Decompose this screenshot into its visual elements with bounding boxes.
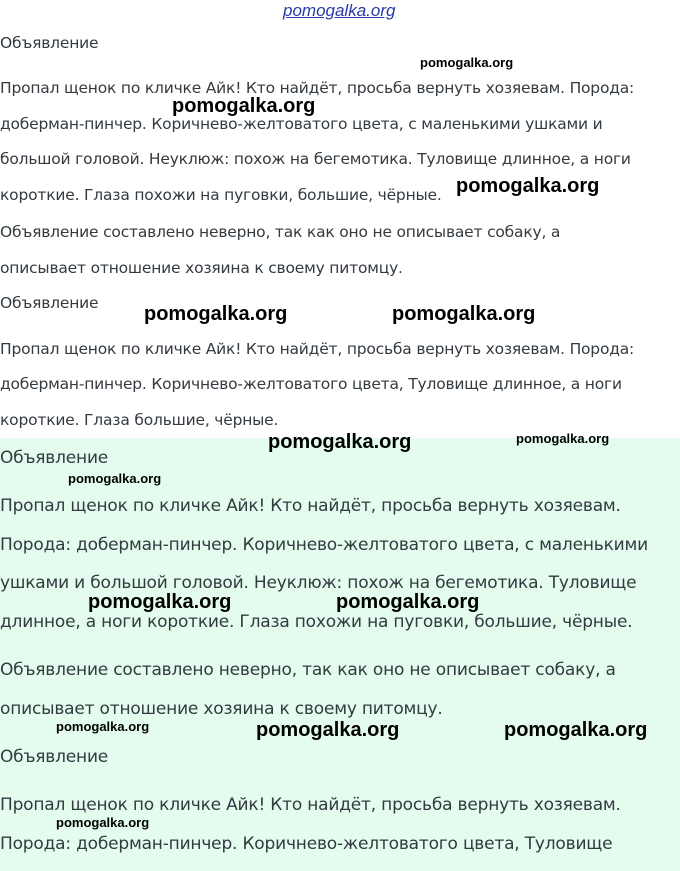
text-line: Порода: доберман-пинчер. Коричнево-желтоватого цвета, с маленькими: [0, 535, 648, 555]
text-line: Пропал щенок по кличке Айк! Кто найдёт, просьба вернуть хозяевам. Порода:: [0, 340, 635, 358]
watermark: pomogalka.org: [56, 719, 150, 734]
text-line: доберман-пинчер. Коричнево-желтоватого цвета, с маленькими ушками и: [0, 115, 603, 133]
text-line: длинное, а ноги короткие. Глаза похожи на пуговки, большие, чёрные.: [0, 612, 633, 632]
watermark: pomogalka.org: [68, 471, 162, 486]
watermark: pomogalka.org: [268, 431, 412, 453]
watermark: pomogalka.org: [256, 719, 400, 741]
text-line: короткие. Глаза похожи на пуговки, большие, чёрные.: [0, 186, 442, 204]
text-line: описывает отношение хозяина к своему питомцу.: [0, 699, 443, 719]
text-line: большой головой. Неуклюж: похож на бегемотика. Туловище длинное, а ноги: [0, 150, 631, 168]
text-line: ушками и большой головой. Неуклюж: похож на бегемотика. Туловище: [0, 573, 637, 593]
watermark: pomogalka.org: [516, 431, 610, 446]
watermark: pomogalka.org: [420, 55, 514, 70]
text-line: Порода: доберман-пинчер. Коричнево-желтоватого цвета, Туловище: [0, 834, 613, 854]
watermark: pomogalka.org: [144, 303, 288, 325]
text-line: описывает отношение хозяина к своему питомцу.: [0, 259, 403, 277]
watermark: pomogalka.org: [392, 303, 536, 325]
text-line: Объявление составлено неверно, так как оно не описывает собаку, а: [0, 223, 561, 241]
watermark: pomogalka.org: [504, 719, 648, 741]
watermark: pomogalka.org: [56, 815, 150, 830]
watermark: pomogalka.org: [88, 591, 232, 613]
heading-announcement: Объявление: [0, 747, 109, 767]
text-line: короткие. Глаза большие, чёрные.: [0, 411, 279, 429]
watermark: pomogalka.org: [172, 95, 316, 117]
text-line: доберман-пинчер. Коричнево-желтоватого цвета, Туловище длинное, а ноги: [0, 375, 622, 393]
watermark: pomogalka.org: [336, 591, 480, 613]
text-line: Объявление составлено неверно, так как оно не описывает собаку, а: [0, 660, 616, 680]
text-line: Пропал щенок по кличке Айк! Кто найдёт, просьба вернуть хозяевам.: [0, 795, 621, 815]
text-line: Пропал щенок по кличке Айк! Кто найдёт, просьба вернуть хозяевам.: [0, 496, 621, 516]
watermark-link[interactable]: pomogalka.org: [283, 1, 396, 20]
text-line: Пропал щенок по кличке Айк! Кто найдёт, просьба вернуть хозяевам. Порода:: [0, 79, 635, 97]
heading-announcement: Объявление: [0, 294, 99, 312]
heading-announcement: Объявление: [0, 34, 99, 52]
heading-announcement: Объявление: [0, 448, 109, 468]
watermark: pomogalka.org: [456, 175, 600, 197]
